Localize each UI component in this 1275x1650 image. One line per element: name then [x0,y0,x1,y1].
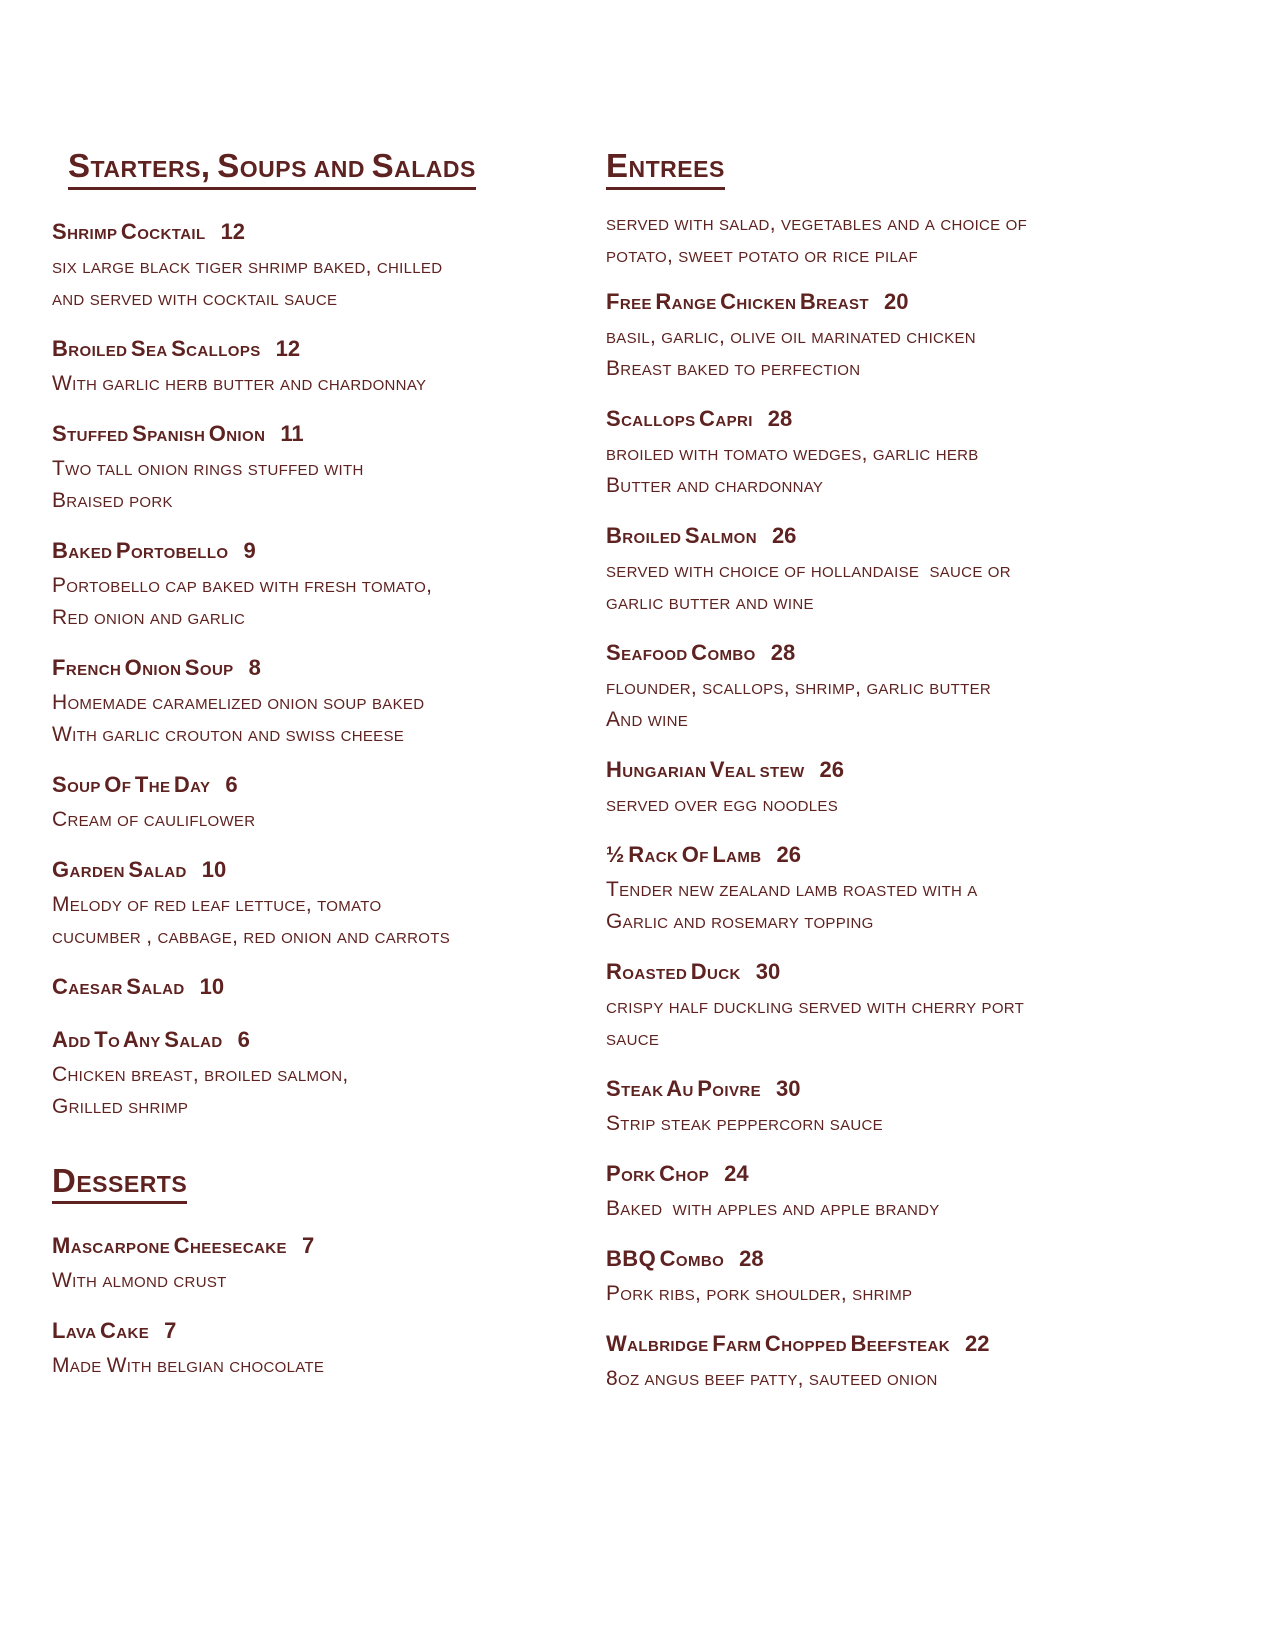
item-price: 10 [199,973,225,999]
item-price: 12 [220,218,246,244]
description-line: crispy half duckling served with cherry port [606,994,1025,1018]
item-price: 9 [243,537,256,563]
description-line: Baked with apples and apple brandy [606,1196,940,1220]
description-line: served with choice of hollandaise sauce or [606,558,1011,582]
item-price: 11 [280,420,304,446]
item-name: Roasted Duck [606,958,741,984]
item-price: 30 [755,958,781,984]
item-name: Caesar Salad [52,973,185,999]
item-name-row [606,286,1268,321]
description-line: Butter and chardonnay [606,473,824,497]
description-line: Cream of cauliflower [52,807,256,831]
item-name-row [52,769,600,804]
item-name-row [52,1315,600,1350]
item-name-row [52,535,600,570]
menu-item [606,839,1268,938]
item-name: Walbridge Farm Chopped Beefsteak [606,1330,950,1356]
item-name: Soup Of The Day [52,771,211,797]
description-line: served over egg noodles [606,792,839,816]
description-line: garlic butter and wine [606,590,814,614]
note-line: served with salad, vegetables and a choice of [606,211,1028,235]
item-name: Add To Any Salad [52,1026,223,1052]
description-line: Strip steak peppercorn sauce [606,1111,883,1135]
item-price: 26 [771,522,797,548]
item-name: Garden Salad [52,856,187,882]
menu-section [52,148,600,1123]
item-name: Shrimp Cocktail [52,218,206,244]
item-name-row [606,1073,1268,1108]
menu-item [606,403,1268,502]
menu-item [52,971,600,1006]
menu-item [52,1315,600,1382]
item-name-row [606,520,1268,555]
description-line: Chicken breast, broiled salmon, [52,1062,349,1086]
description-line: sauce [606,1026,660,1050]
item-name: Steak Au Poivre [606,1075,761,1101]
section-header [606,148,1268,190]
description-line: With almond crust [52,1269,227,1293]
item-name-row [606,839,1268,874]
item-name-row [606,403,1268,438]
item-name: Lava Cake [52,1318,150,1344]
item-name: Broiled Sea Scallops [52,335,261,361]
section-title: Desserts [52,1163,187,1205]
item-name-row [606,1243,1268,1278]
menu-item [52,1024,600,1123]
item-price: 8 [248,654,261,680]
menu-item [52,535,600,634]
menu-item [606,520,1268,619]
menu-column-right [606,148,1268,1413]
item-name-row [606,1328,1268,1363]
item-name-row [52,333,600,368]
item-price: 12 [275,335,301,361]
menu-item [52,333,600,400]
menu-item [606,637,1268,736]
description-line: And wine [606,707,689,731]
item-name-row [52,1230,600,1265]
item-name: Hungarian Veal stew [606,756,805,782]
item-price: 22 [964,1330,990,1356]
description-line: basil, garlic, olive oil marinated chicken [606,324,976,348]
description-line: With garlic herb butter and chardonnay [52,371,427,395]
section-note [606,208,1268,272]
description-line: With garlic crouton and swiss cheese [52,722,405,746]
description-line: Two tall onion rings stuffed with [52,456,364,480]
item-price: 26 [776,841,802,867]
menu-item [606,1158,1268,1225]
description-line: 8oz angus beef patty, sauteed onion [606,1366,938,1390]
item-name: ½ Rack Of Lamb [606,841,762,867]
description-line: Pork ribs, pork shoulder, shrimp [606,1281,913,1305]
item-price: 28 [770,639,796,665]
menu-item [606,286,1268,385]
item-name: BBQ Combo [606,1245,725,1271]
description-line: cucumber , cabbage, red onion and carrots [52,924,451,948]
item-name: French Onion Soup [52,654,234,680]
menu-item [606,1328,1268,1395]
description-line: Grilled shrimp [52,1094,189,1118]
menu-item [606,956,1268,1055]
item-price: 7 [164,1318,177,1344]
item-price: 24 [724,1160,749,1186]
item-name-row [52,1024,600,1059]
note-line: potato, sweet potato or rice pilaf [606,243,918,267]
menu-item [606,754,1268,821]
menu-column-left [52,148,600,1400]
item-price: 28 [739,1245,764,1271]
item-name-row [606,1158,1268,1193]
item-price: 20 [883,288,909,314]
description-line: broiled with tomato wedges, garlic herb [606,441,979,465]
item-name-row [52,652,600,687]
item-price: 6 [225,771,238,797]
item-name-row [606,637,1268,672]
item-name-row [52,418,600,453]
description-line: Breast baked to perfection [606,356,861,380]
item-price: 30 [776,1075,801,1101]
menu-item [52,216,600,315]
menu-section [52,1163,600,1383]
item-price: 26 [819,756,845,782]
description-line: flounder, scallops, shrimp, garlic butter [606,675,992,699]
menu-item [52,1230,600,1297]
item-name: Free Range Chicken Breast [606,288,869,314]
item-name-row [52,971,600,1006]
section-header [52,148,600,190]
section-title: Starters, Soups and Salads [68,148,476,190]
menu-item [606,1243,1268,1310]
menu-item [52,854,600,953]
menu-item [52,652,600,751]
item-price: 6 [237,1026,250,1052]
item-name: Stuffed Spanish Onion [52,420,266,446]
description-line: Homemade caramelized onion soup baked [52,690,425,714]
item-name: Baked Portobello [52,537,229,563]
item-name: Scallops Capri [606,405,753,431]
description-line: Braised pork [52,488,173,512]
item-name-row [52,216,600,251]
description-line: Made With belgian chocolate [52,1354,325,1378]
menu-section [606,148,1268,1395]
item-name-row [606,956,1268,991]
item-name-row [52,854,600,889]
description-line: and served with cocktail sauce [52,286,338,310]
description-line: Tender new zealand lamb roasted with a [606,877,978,901]
item-price: 7 [301,1233,315,1259]
item-name-row [606,754,1268,789]
menu-item [52,418,600,517]
description-line: six large black tiger shrimp baked, chilled [52,254,443,278]
menu-item [606,1073,1268,1140]
section-title: Entrees [606,148,725,190]
description-line: Red onion and garlic [52,605,246,629]
item-name: Pork Chop [606,1160,710,1186]
item-name: Mascarpone Cheesecake [52,1233,287,1259]
description-line: Garlic and rosemary topping [606,909,874,933]
item-name: Seafood Combo [606,639,756,665]
item-price: 28 [767,405,793,431]
item-price: 10 [201,856,227,882]
section-header [52,1163,600,1205]
item-name: Broiled Salmon [606,522,757,548]
description-line: Portobello cap baked with fresh tomato, [52,573,433,597]
menu-item [52,769,600,836]
description-line: Melody of red leaf lettuce, tomato [52,892,382,916]
